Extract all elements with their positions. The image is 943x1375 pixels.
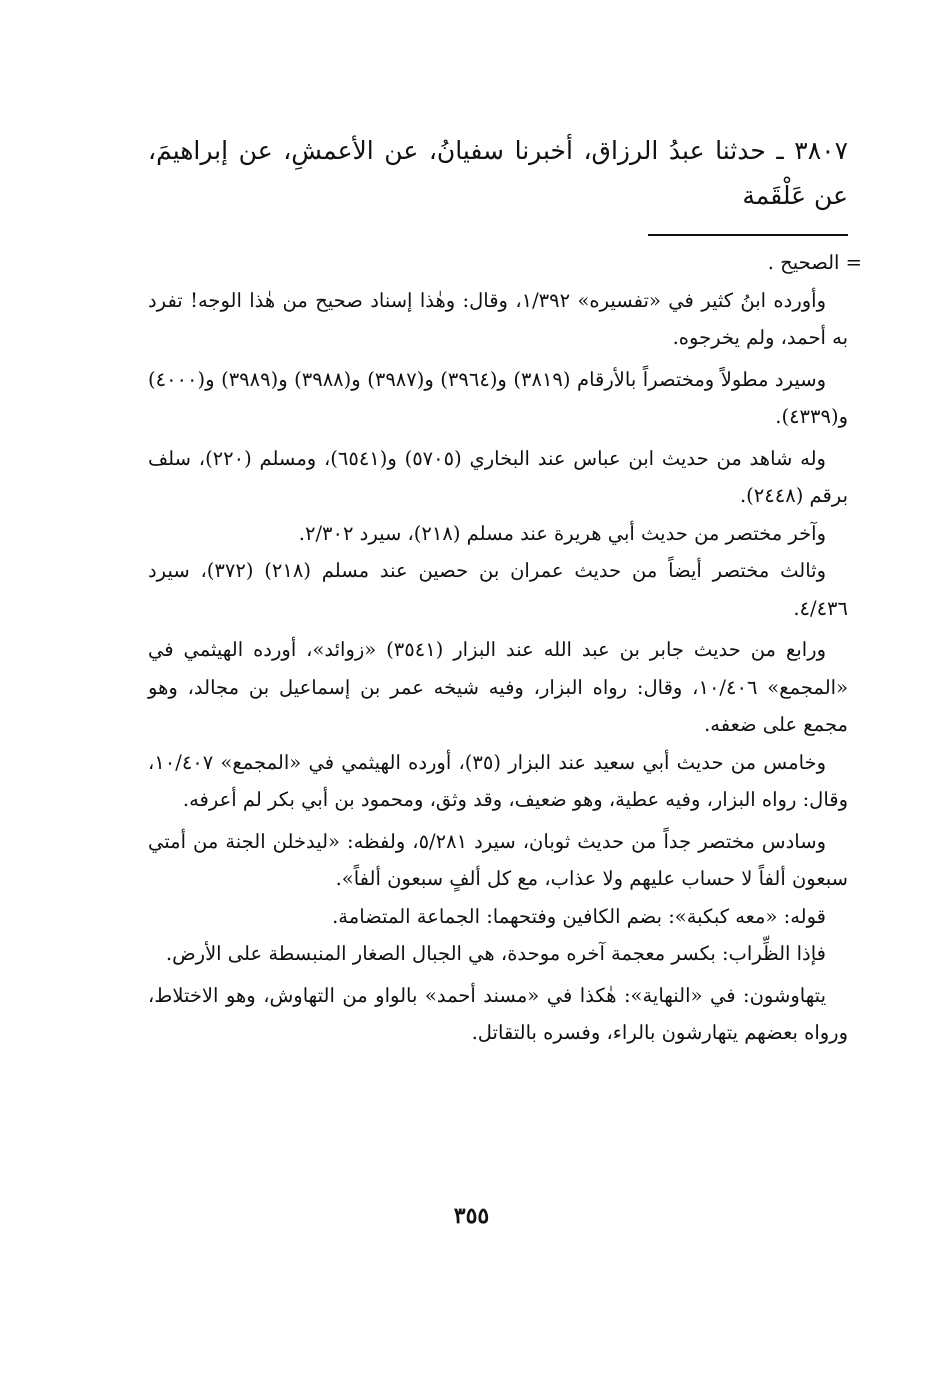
footnote-divider bbox=[648, 234, 848, 236]
footnote-paragraph: وسادس مختصر جداً من حديث ثوبان، سيرد ٥/٢٨١، ولفظه: «ليدخلن الجنة من أمتي سبعون ألفاً لا حساب عليهم ولا عذاب، مع كل ألفٍ سبعون ألفاً». bbox=[148, 829, 848, 890]
footnote-continuation: = الصحيح . bbox=[767, 251, 862, 274]
footnote-paragraph: وآخر مختصر من حديث أبي هريرة عند مسلم (٢١٨)، سيرد ٢/٣٠٢. bbox=[298, 521, 826, 545]
footnote-paragraph: وأورده ابنُ كثير في «تفسيره» ١/٣٩٢، وقال: وهٰذا إسناد صحيح من هٰذا الوجه! تفرد به أحمد، ولم يخرجوه. bbox=[148, 288, 848, 349]
footnote-paragraph: فإذا الظِّراب: بكسر معجمة آخره موحدة، هي الجبال الصغار المنبسطة على الأرض. bbox=[165, 942, 826, 965]
footnotes bbox=[148, 244, 862, 1052]
footnote-paragraph: قوله: «معه كبكبة»: بضم الكافين وفتحهما: الجماعة المتضامة. bbox=[332, 904, 826, 928]
footnote-paragraph: وله شاهد من حديث ابن عباس عند البخاري (٥٧٠٥) و(٦٥٤١)، ومسلم (٢٢٠)، سلف برقم (٢٤٤٨). bbox=[148, 446, 848, 507]
footnote-paragraph: وثالث مختصر أيضاً من حديث عمران بن حصين عند مسلم (٢١٨) (٣٧٢)، سيرد ٤/٤٣٦. bbox=[148, 559, 848, 620]
footnote-paragraph: ورابع من حديث جابر بن عبد الله عند البزار (٣٥٤١) «زوائد»، أورده الهيثمي في «المجمع» ١٠/٤٠٦، وقال: رواه البزار، وفيه شيخه عمر بن إسماعيل بن مجالد، وهو مجمع على ضعفه. bbox=[148, 638, 849, 736]
footnote-paragraph: وخامس من حديث أبي سعيد عند البزار (٣٥)، أورده الهيثمي في «المجمع» ١٠/٤٠٧، وقال: رواه البزار، وفيه عطية، وهو ضعيف، وقد وثق، ومحمود بن أبي بكر لم أعرفه. bbox=[148, 750, 848, 811]
footnote-paragraph: وسيرد مطولاً ومختصراً بالأرقام (٣٨١٩) و(٣٩٦٤) و(٣٩٨٧) و(٣٩٨٨) و(٣٩٨٩) و(٤٠٠٠) و(٤٣٣٩). bbox=[148, 367, 848, 428]
footnote-paragraph: يتهاوشون: في «النهاية»: هٰكذا في «مسند أحمد» بالواو من التهاوش، وهو الاختلاط، ورواه بعضهم يتهارشون بالراء، وفسره بالتقاتل. bbox=[148, 983, 848, 1044]
page-body bbox=[148, 128, 862, 1348]
page-number: ٣٥٥ bbox=[453, 1203, 490, 1229]
hadith-text: ٣٨٠٧ ـ حدثنا عبدُ الرزاق، أخبرنا سفيانُ، عن الأعمشِ، عن إبراهيمَ، عن عَلْقَمة bbox=[148, 136, 848, 210]
